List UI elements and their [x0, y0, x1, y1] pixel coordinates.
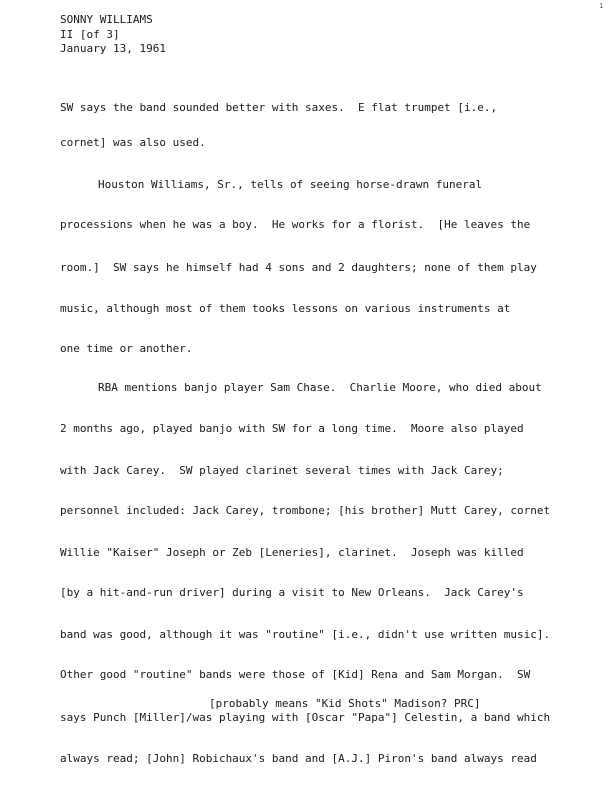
header-part: II [of 3]: [60, 28, 120, 41]
interlinear-note: [probably means "Kid Shots" Madison? PRC]: [209, 697, 481, 710]
body-line: says Punch [Miller]/was playing with [Oscar "Papa"] Celestin, a band which: [60, 711, 551, 724]
header-name: SONNY WILLIAMS: [60, 13, 153, 26]
body-line: music, although most of them tooks lessons on various instruments at: [60, 302, 511, 315]
body-line: [by a hit-and-run driver] during a visit to New Orleans. Jack Carey's: [60, 586, 524, 599]
body-line: personnel included: Jack Carey, trombone; [his brother] Mutt Carey, cornet: [60, 504, 551, 517]
body-line: cornet] was also used.: [60, 136, 206, 149]
body-line: RBA mentions banjo player Sam Chase. Charlie Moore, who died about: [98, 381, 542, 394]
corner-mark: 1: [599, 2, 604, 10]
body-line: one time or another.: [60, 342, 193, 355]
body-line: with Jack Carey. SW played clarinet several times with Jack Carey;: [60, 464, 504, 477]
body-line: 2 months ago, played banjo with SW for a long time. Moore also played: [60, 422, 524, 435]
body-line: room.] SW says he himself had 4 sons and 2 daughters; none of them play: [60, 261, 537, 274]
body-line: SW says the band sounded better with saxes. E flat trumpet [i.e.,: [60, 101, 498, 114]
body-line: Houston Williams, Sr., tells of seeing horse-drawn funeral: [98, 178, 483, 191]
header-date: January 13, 1961: [60, 42, 166, 55]
body-line: processions when he was a boy. He works for a florist. [He leaves the: [60, 218, 531, 231]
body-line: always read; [John] Robichaux's band and [A.J.] Piron's band always read: [60, 752, 537, 765]
body-line: band was good, although it was "routine" [i.e., didn't use written music].: [60, 628, 551, 641]
body-line: Willie "Kaiser" Joseph or Zeb [Leneries], clarinet. Joseph was killed: [60, 546, 524, 559]
body-line: Other good "routine" bands were those of [Kid] Rena and Sam Morgan. SW: [60, 668, 531, 681]
